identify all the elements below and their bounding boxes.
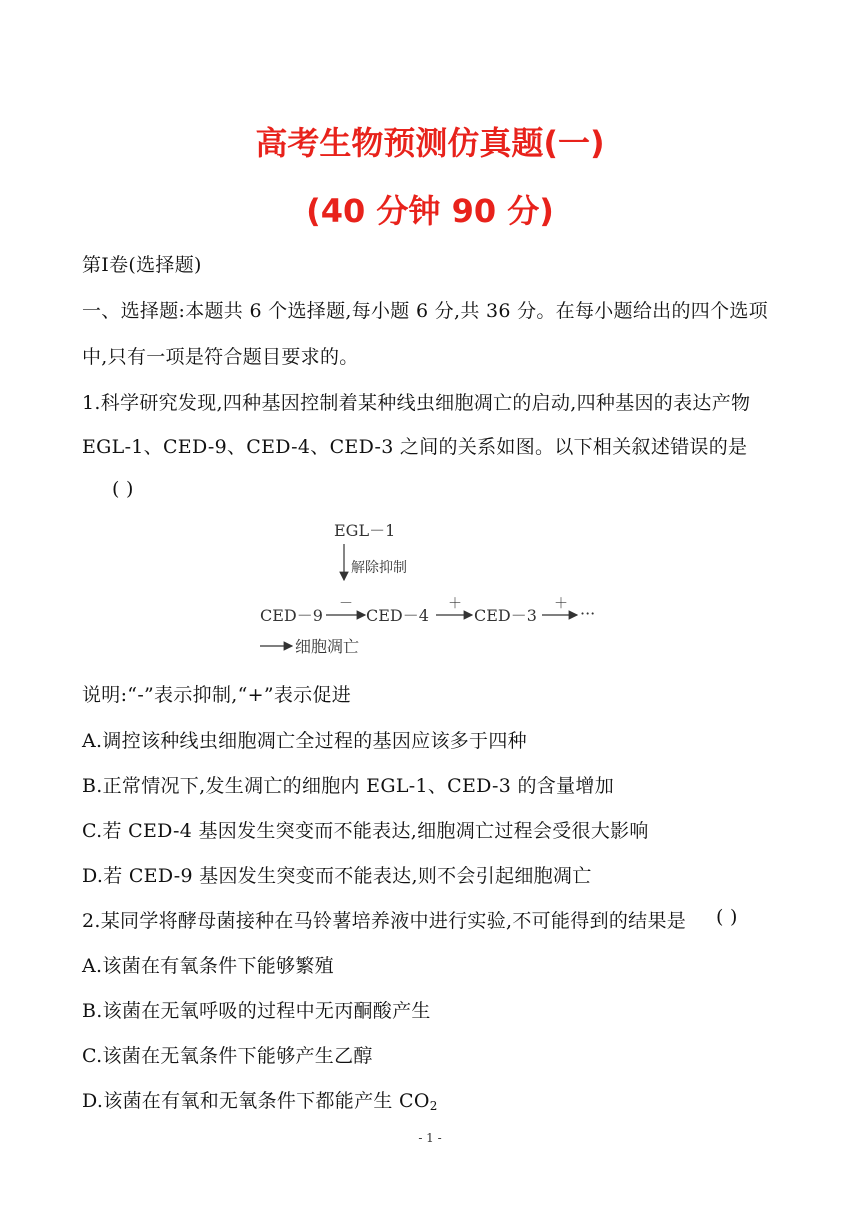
q1-option-c: C.若 CED-4 基因发生突变而不能表达,细胞凋亡过程会受很大影响: [82, 820, 649, 842]
q2-option-d: [82, 1086, 438, 1113]
gene-relationship-diagram: [255, 514, 615, 664]
q1-option-d: D.若 CED-9 基因发生突变而不能表达,则不会引起细胞凋亡: [82, 865, 592, 887]
q2-option-c: C.该菌在无氧条件下能够产生乙醇: [82, 1045, 373, 1067]
q2-option-a: A.该菌在有氧条件下能够繁殖: [82, 955, 334, 977]
diagram-note: 说明:“-”表示抑制,“+”表示促进: [82, 684, 352, 706]
ced9-node: CED－9: [260, 606, 323, 625]
question-2-answer-bracket: ( ): [716, 906, 738, 928]
apoptosis-label: 细胞凋亡: [295, 637, 360, 656]
instructions-line-2: 中,只有一项是符合题目要求的。: [82, 346, 359, 368]
release-inhibition-label: 解除抑制: [351, 560, 407, 576]
inhibit-sign: －: [339, 596, 353, 612]
section-heading: 第Ⅰ卷(选择题): [82, 254, 202, 276]
page-subtitle: (40 分钟 90 分): [306, 192, 554, 230]
page-title: 高考生物预测仿真题(一): [255, 124, 605, 162]
question-2-stem: 2.某同学将酵母菌接种在马铃薯培养液中进行实验,不可能得到的结果是: [82, 910, 687, 932]
q1-option-a: A.调控该种线虫细胞凋亡全过程的基因应该多于四种: [82, 730, 527, 752]
promote-sign-2: ＋: [554, 596, 568, 612]
q2-option-b: B.该菌在无氧呼吸的过程中无丙酮酸产生: [82, 1000, 431, 1022]
question-1-line-1: 1.科学研究发现,四种基因控制着某种线虫细胞凋亡的启动,四种基因的表达产物: [82, 392, 751, 414]
instructions-line-1: 一、选择题:本题共 6 个选择题,每小题 6 分,共 36 分。在每小题给出的四个选项: [82, 300, 768, 322]
egl1-node: EGL－1: [334, 521, 396, 540]
page-number: - 1 -: [418, 1131, 442, 1145]
q2-option-d-text: D.该菌在有氧和无氧条件下都能产生 CO: [82, 1090, 430, 1112]
downstream-ellipsis: ···: [580, 604, 596, 623]
promote-sign-1: ＋: [448, 596, 462, 612]
q2-option-d-subscript: 2: [429, 1099, 438, 1113]
question-1-answer-bracket: ( ): [112, 478, 134, 500]
question-1-line-2: EGL-1、CED-9、CED-4、CED-3 之间的关系如图。以下相关叙述错误的是: [82, 436, 748, 458]
ced4-node: CED－4: [366, 606, 429, 625]
ced3-node: CED－3: [474, 606, 537, 625]
q1-option-b: B.正常情况下,发生凋亡的细胞内 EGL-1、CED-3 的含量增加: [82, 775, 614, 797]
